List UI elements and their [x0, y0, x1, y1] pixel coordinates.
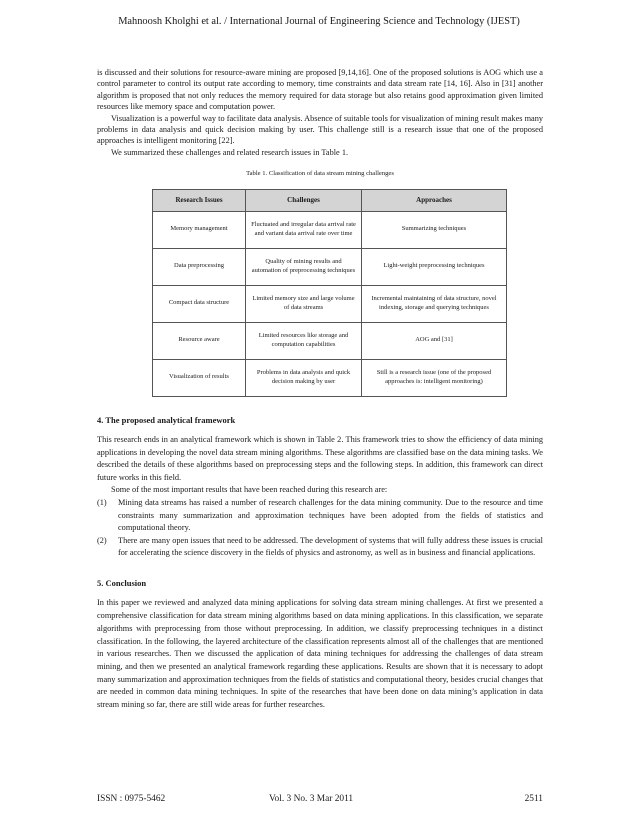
cell-challenge: Limited memory size and large volume of data streams: [246, 285, 362, 322]
section-5-paragraph-1: In this paper we reviewed and analyzed data mining applications for solving data stream mining challenges. At first we presented a comprehensive classification for data stream mining algorithms based on data mining applications. In this classification, we separate algorithms with preprocessing from those without preprocessing. In addition, we classify preprocessing techniques in a distinct classification. In the following, the layered architecture of the classification represents almost all of the challenges that are mentioned in various researches. Then we discussed the application of data mining techniques for addressing the challenges of data stream mining, and then we presented an analytical framework regarding these applications. Results are shown that it is necessary to adopt many summarization and approximation techniques from the fields of statistics and computational theory, besides crucial changes that are needed in common data mining techniques. In spite of the researches that have been done on data mining’s application in data stream mining so far, there are still wide areas for further researches.: [97, 598, 543, 710]
cell-challenge: Limited resources like storage and computation capabilities: [246, 322, 362, 359]
cell-challenge: Quality of mining results and automation of preprocessing techniques: [246, 248, 362, 285]
running-header: Mahnoosh Kholghi et al. / International Journal of Engineering Science and Technology (IJEST): [118, 16, 520, 27]
cell-research-issue: Data preprocessing: [153, 248, 246, 285]
footer-issn: ISSN : 0975-5462: [97, 794, 166, 804]
section-4-paragraph-1: This research ends in an analytical framework which is shown in Table 2. This framework tries to show the efficiency of data mining applications in developing the novel data stream mining algorithms. These algorithms are classified base on the data mining tasks. We described the details of these algorithms based on preprocessing steps and the following steps. In addition, this framework can direct future works in this field.: [97, 435, 543, 482]
cell-approach: Summarizing techniques: [362, 211, 507, 248]
footer-page-number: 2511: [524, 794, 543, 804]
cell-challenge: Problems in data analysis and quick decision making by user: [246, 359, 362, 396]
page-body: [97, 67, 543, 712]
intro-paragraph-3: We summarized these challenges and related research issues in Table 1.: [111, 147, 349, 157]
header-challenges: Challenges: [246, 189, 362, 211]
table-header-row: [153, 189, 507, 211]
cell-approach: Incremental maintaining of data structure, novel indexing, storage and querying techniques: [362, 285, 507, 322]
list-item: [97, 497, 543, 535]
cell-research-issue: Memory management: [153, 211, 246, 248]
cell-approach: AOG and [31]: [362, 322, 507, 359]
section-4-body: [97, 434, 543, 560]
header-approaches: Approaches: [362, 189, 507, 211]
list-item-number: (2): [97, 535, 107, 545]
section-5-body: [97, 597, 543, 711]
cell-challenge: Fluctuated and irregular data arrival rate and variant data arrival rate over time: [246, 211, 362, 248]
section-5-heading: 5. Conclusion: [97, 578, 147, 588]
challenges-table: [152, 189, 507, 397]
footer-volume: Vol. 3 No. 3 Mar 2011: [269, 794, 354, 804]
section-4-heading: 4. The proposed analytical framework: [97, 414, 236, 425]
header-research-issues: Research Issues: [153, 189, 246, 211]
table-row: [153, 359, 507, 396]
list-item-number: (1): [97, 498, 107, 508]
intro-paragraph-2: Visualization is a powerful way to facilitate data analysis. Absence of suitable tools for visualization of mining result makes many problems in data analysis and quick decision making by user. This challenge still is a research issue that one of the proposed approaches is intelligent monitoring [22].: [97, 113, 543, 146]
cell-research-issue: Compact data structure: [153, 285, 246, 322]
table-row: [153, 248, 507, 285]
section-4-paragraph-2: Some of the most important results that have been reached during this research are:: [111, 485, 388, 495]
cell-approach: Still is a research issue (one of the proposed approaches is: intelligent monitoring): [362, 359, 507, 396]
list-item: [97, 535, 543, 560]
table-caption: Table 1. Classification of data stream mining challenges: [246, 170, 394, 178]
cell-approach: Light-weight preprocessing techniques: [362, 248, 507, 285]
cell-research-issue: Resource aware: [153, 322, 246, 359]
table-row: [153, 211, 507, 248]
cell-research-issue: Visualization of results: [153, 359, 246, 396]
table-row: [153, 322, 507, 359]
list-item-text: There are many open issues that need to be addressed. The development of systems that will fully address these issues is crucial for accelerating the science discovery in the fields of physics and astronomy, as well as in business and financial applications.: [118, 535, 543, 558]
intro-paragraph-1: is discussed and their solutions for resource-aware mining are proposed [9,14,16]. One of the proposed solutions is AOG which use a control parameter to control its output rate according to memory, time constraints and data stream rate [14, 16]. Also in [31] another algorithm is proposed that not only reduces the memory required for data storage but also retains good approximation given limited resources like memory space and computation power.: [97, 68, 543, 112]
list-item-text: Mining data streams has raised a number of research challenges for the data mining community. Due to the resource and time constraints many summarization and approximation techniques have been adopted from the fields of statistics and computational theory.: [118, 498, 543, 533]
table-row: [153, 285, 507, 322]
